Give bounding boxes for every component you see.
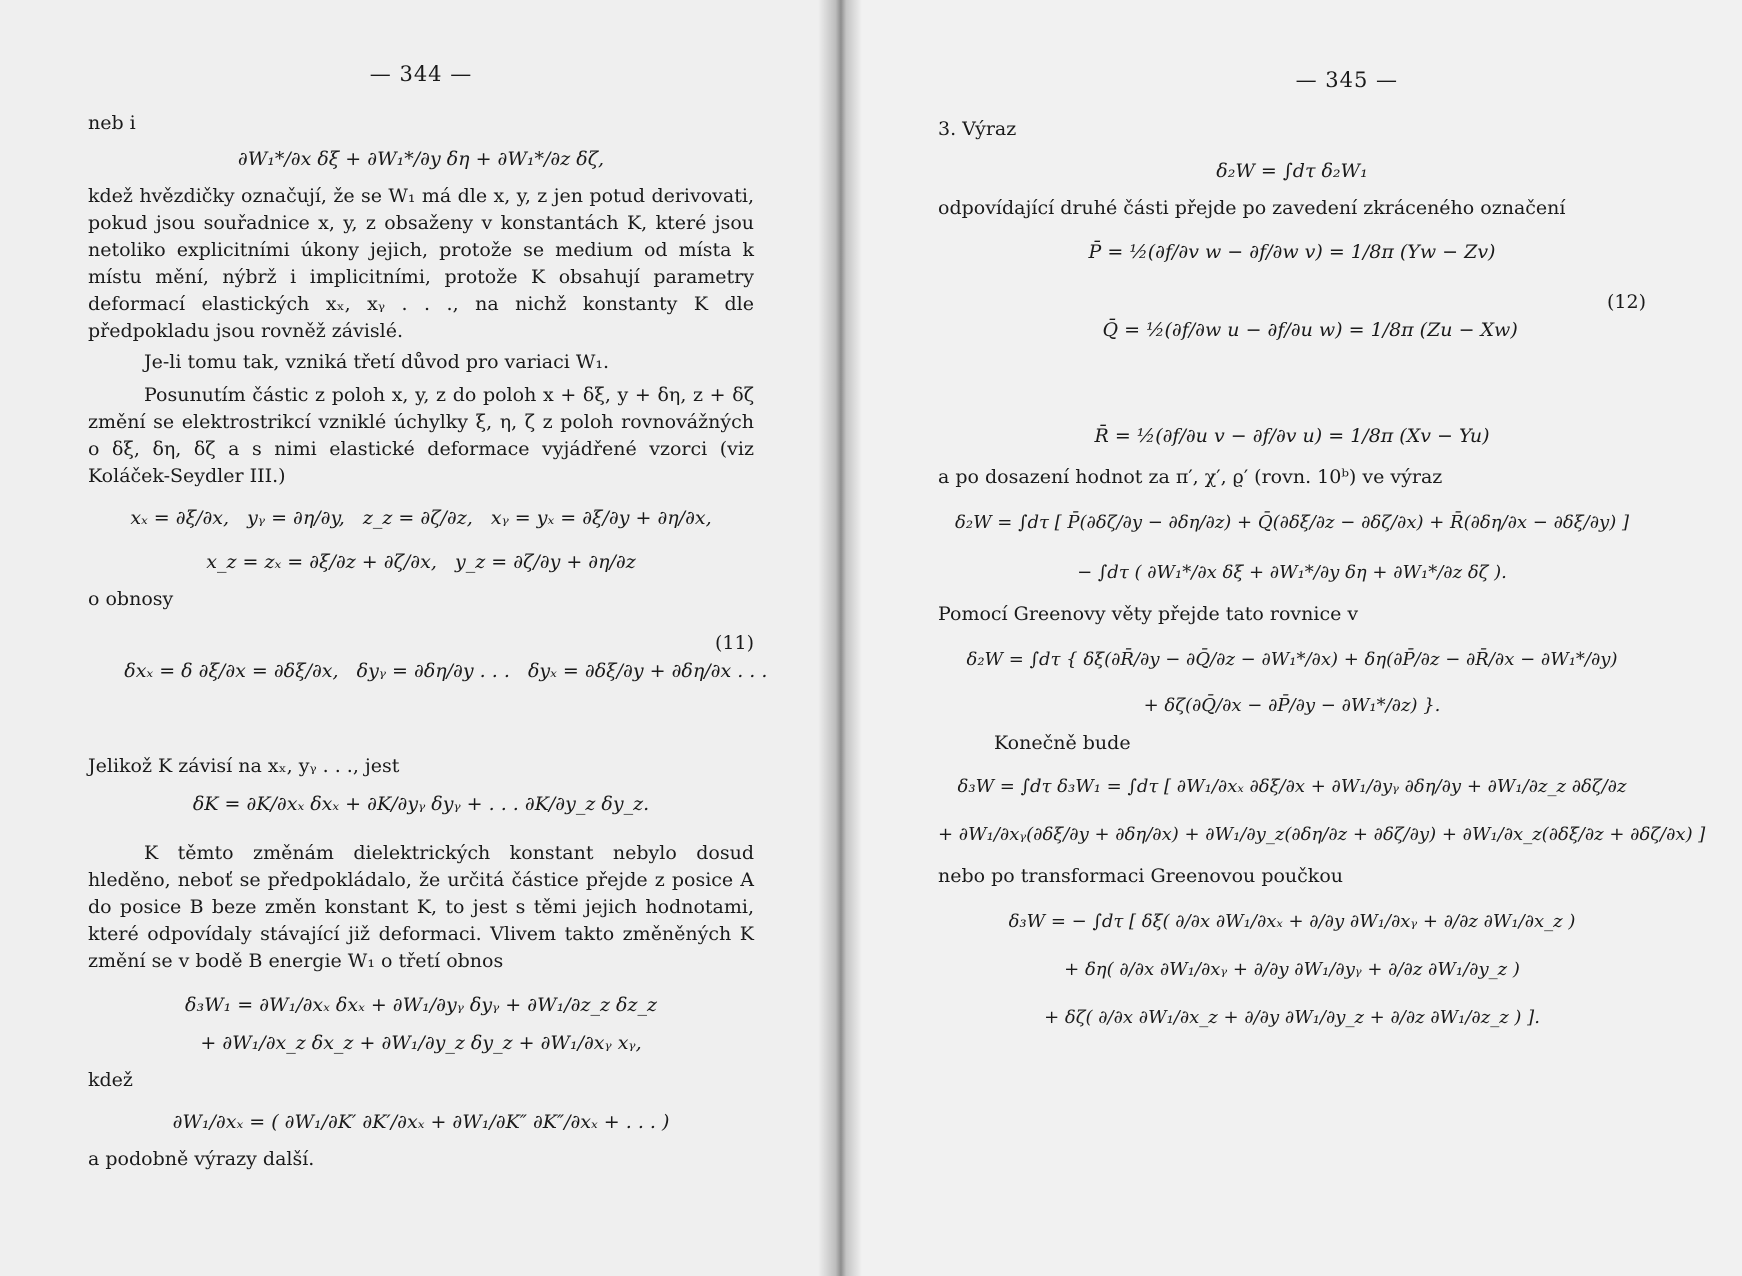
equation: P̄ = ½(∂f/∂v w − ∂f/∂w v) = 1/8π (Yw − Zv): [1088, 241, 1496, 263]
equation: x_z = zₓ = ∂ξ/∂z + ∂ζ/∂x, y_z = ∂ζ/∂y + ∂η/∂z: [206, 551, 636, 573]
equation: + ∂W₁/∂xᵧ(∂δξ/∂y + ∂δη/∂x) + ∂W₁/∂y_z(∂δη/∂z + ∂δζ/∂y) + ∂W₁/∂x_z(∂δξ/∂z + ∂δζ/∂x) ]: [938, 824, 1706, 845]
paragraph: Pomocí Greenovy věty přejde tato rovnice v: [938, 603, 1359, 625]
paragraph: Je-li tomu tak, vzniká třetí důvod pro variaci W₁.: [144, 351, 610, 373]
equation: ∂W₁/∂xₓ = ( ∂W₁/∂K′ ∂K′/∂xₓ + ∂W₁/∂K″ ∂K″/∂xₓ + . . . ): [172, 1111, 670, 1133]
equation-number: (11): [714, 632, 754, 654]
equation: δ₂W = ∫dτ { δξ(∂R̄/∂y − ∂Q̄/∂z − ∂W₁*/∂x) + δη(∂P̄/∂z − ∂R̄/∂x − ∂W₁*/∂y): [966, 649, 1618, 670]
paragraph: a po dosazení hodnot za π′, χ′, ϱ′ (rovn. 10ᵇ) ve výraz: [938, 466, 1443, 488]
page-number: — 344 —: [369, 62, 473, 86]
equation-body: δxₓ = δ ∂ξ/∂x = ∂δξ/∂x, δyᵧ = ∂δη/∂y . . . δyₓ = ∂δξ/∂y + ∂δη/∂x . . .: [124, 660, 768, 682]
paragraph: Konečně bude: [994, 732, 1131, 754]
paragraph: nebo po transformaci Greenovou poučkou: [938, 865, 1343, 887]
equation: + ∂W₁/∂x_z δx_z + ∂W₁/∂y_z δy_z + ∂W₁/∂xᵧ xᵧ,: [200, 1032, 642, 1054]
equation: + δζ( ∂/∂x ∂W₁/∂x_z + ∂/∂y ∂W₁/∂y_z + ∂/∂z ∂W₁/∂z_z ) ].: [1044, 1007, 1540, 1028]
section-heading: 3. Výraz: [938, 118, 1017, 140]
paragraph: K těmto změnám dielektrických konstant nebylo dosud hleděno, neboť se předpokládalo, že určitá částice přejde z posice A do posice B beze změn konstant K, to jest s těmi jejich hodnotami, které odpovídaly stávající již deformaci. Vlivem takto změněných K změní se v bodě B energie W₁ o třetí obnos: [88, 842, 754, 972]
equation: − ∫dτ ( ∂W₁*/∂x δξ + ∂W₁*/∂y δη + ∂W₁*/∂z δζ ).: [1077, 562, 1507, 583]
paragraph: Posunutím částic z poloh x, y, z do poloh x + δξ, y + δη, z + δζ změní se elektrostrikcí vzniklé úchylky ξ, η, ζ z poloh rovnovážných o δξ, δη, δζ a s nimi elastické deformace vyjádřené vzorci (viz Koláček-Seydler III.): [88, 384, 754, 487]
equation-11: [88, 629, 768, 741]
paragraph: Jelikož K závisí na xₓ, yᵧ . . ., jest: [88, 755, 400, 777]
left-page: [0, 0, 840, 1276]
paragraph: neb i: [88, 112, 136, 134]
equation: δ₃W = ∫dτ δ₃W₁ = ∫dτ [ ∂W₁/∂xₓ ∂δξ/∂x + ∂W₁/∂yᵧ ∂δη/∂y + ∂W₁/∂z_z ∂δζ/∂z: [957, 776, 1627, 797]
paragraph: odpovídající druhé části přejde po zavedení zkráceného označení: [938, 197, 1566, 219]
equation: δ₂W = ∫dτ δ₂W₁: [1216, 160, 1368, 182]
equation: δK = ∂K/∂xₓ δxₓ + ∂K/∂yᵧ δyᵧ + . . . ∂K/∂y_z δy_z.: [192, 793, 650, 815]
equation: R̄ = ½(∂f/∂u v − ∂f/∂v u) = 1/8π (Xv − Yu): [1094, 425, 1490, 447]
equation: xₓ = ∂ξ/∂x, yᵧ = ∂η/∂y, z_z = ∂ζ/∂z, xᵧ = yₓ = ∂ξ/∂y + ∂η/∂x,: [130, 507, 712, 529]
paragraph: a podobně výrazy další.: [88, 1148, 315, 1170]
page-number: — 345 —: [1295, 68, 1398, 92]
equation-number: (12): [1606, 291, 1646, 313]
equation: ∂W₁*/∂x δξ + ∂W₁*/∂y δη + ∂W₁*/∂z δζ,: [237, 148, 605, 170]
equation: δ₃W₁ = ∂W₁/∂xₓ δxₓ + ∂W₁/∂yᵧ δyᵧ + ∂W₁/∂z_z δz_z: [185, 994, 657, 1016]
book-gutter: [818, 0, 862, 1276]
equation: δ₂W = ∫dτ [ P̄(∂δζ/∂y − ∂δη/∂z) + Q̄(∂δξ/∂z − ∂δζ/∂x) + R̄(∂δη/∂x − ∂δξ/∂y) ]: [955, 512, 1629, 533]
equation-12: [938, 288, 1646, 400]
equation: + δζ(∂Q̄/∂x − ∂P̄/∂y − ∂W₁*/∂z) }.: [1143, 695, 1441, 716]
equation: δ₃W = − ∫dτ [ δξ( ∂/∂x ∂W₁/∂xₓ + ∂/∂y ∂W₁/∂xᵧ + ∂/∂z ∂W₁/∂x_z ): [1008, 911, 1576, 932]
right-page: [840, 0, 1742, 1276]
equation: + δη( ∂/∂x ∂W₁/∂xᵧ + ∂/∂y ∂W₁/∂yᵧ + ∂/∂z ∂W₁/∂y_z ): [1064, 959, 1520, 980]
paragraph: o obnosy: [88, 588, 174, 610]
paragraph: kdež: [88, 1069, 133, 1091]
paragraph: kdež hvězdičky označují, že se W₁ má dle x, y, z jen potud derivovati, pokud jsou souřadnice x, y, z obsaženy v konstantách K, které jsou netoliko explicitními úkony jejich, protože se medium od místa k místu mění, nýbrž i implicitními, protože K obsahují parametry deformací elastických xₓ, xᵧ . . ., na nichž konstanty K dle předpokladu jsou rovněž závislé.: [88, 185, 754, 342]
equation-body: Q̄ = ½(∂f/∂w u − ∂f/∂u w) = 1/8π (Zu − Xw): [1102, 319, 1518, 341]
